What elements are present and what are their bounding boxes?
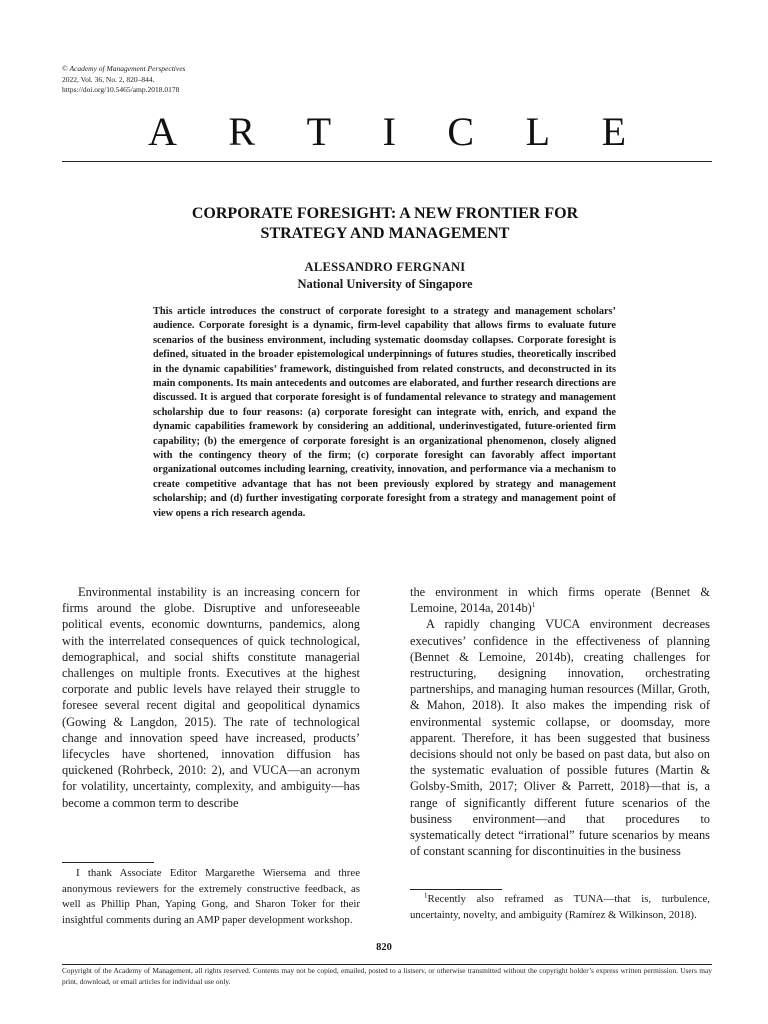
footnote-marker[interactable]: 1 (531, 601, 536, 610)
title-line: CORPORATE FORESIGHT: A NEW FRONTIER FOR (191, 205, 579, 222)
author-name: ALESSANDRO FERGNANI (304, 260, 466, 274)
body-column-left (62, 584, 360, 811)
body-column-right (410, 584, 710, 859)
doi-link[interactable]: https://doi.org/10.5465/amp.2018.0178 (62, 85, 180, 94)
body-text: the environment in which firms operate (Bennet & Lemoine, 2014a, 2014b) (410, 585, 710, 616)
footnote-divider (410, 889, 502, 890)
journal-meta (62, 64, 185, 96)
author-affiliation: National University of Singapore (297, 277, 473, 291)
volume-info: 2022, Vol. 36, No. 2, 820–844. (62, 74, 155, 84)
abstract: This article introduces the construct of corporate foresight to a strategy and management scholars’ audience. Corporate foresight is a dynamic, firm-level capability that allows firms to evaluate future scenarios of the business environment, including systematic doomsday collapses. Corporate foresight is defined, situated in the broader epistemological underpinnings of futures studies, theoretically inscribed in the dynamic capabilities’ framework, distinguished from related constructs, and deconstructed in its main components. Its main antecedents and outcomes are elaborated, and further research directions are discussed. It is argued that corporate foresight is of fundamental relevance to strategy and management scholarship due to four reasons: (a) corporate foresight can integrate with, enrich, and expand the dynamic capabilities framework by considering an additional, underinvestigated, future-oriented firm capability; (b) the emergence of corporate foresight is an organizational phenomenon, closely aligned with the contingency theory of the firm; (c) corporate foresight can favorably affect important organizational outcomes including learning, creativity, innovation, and performance via a mechanism to create competitive advantage that has not been previously explored by strategy and management scholarship; and (d) further investigating corporate foresight from a strategy and management point of view opens a rich research agenda. (153, 306, 616, 519)
byline (100, 259, 670, 293)
section-letter: T (306, 109, 332, 154)
body-paragraph: Environmental instability is an increasing concern for firms around the globe. Disruptive and unforeseeable political events, economic downturns, pandemics, along with the interrelated consequences of quick technological, demographical, and social shifts constitute managerial challenges on multiple fronts. Executives at the highest corporate and public levels have relayed their struggle to foresee several recent digital and geopolitical dynamics (Gowing & Langdon, 2015). The rate of technological change and innovation speed have increased, products’ lifecycles have shortened, innovation diffusion has quickened (Rohrbeck, 2010: 2), and VUCA—an acronym for volatility, uncertainty, complexity, and ambiguity—has become a common term to describe (62, 585, 360, 810)
footnote-divider (62, 862, 154, 863)
footnote-text: Recently also reframed as TUNA—that is, turbulence, uncertainty, novelty, and ambiguity (Ramírez & Wilkinson, 2018). (410, 893, 710, 921)
page-number: 820 (376, 942, 392, 953)
header-divider (62, 161, 712, 162)
footnote-1 (410, 892, 710, 923)
section-letter: A (148, 109, 177, 154)
section-letter: L (525, 109, 551, 154)
acknowledgment-footnote: I thank Associate Editor Margarethe Wiersema and three anonymous reviewers for the extremely constructive feedback, as well as Phillip Phan, Yaping Gong, and Sharon Toker for their insightful comments during an AMP paper development workshop. (62, 867, 360, 926)
section-letter: R (228, 109, 256, 154)
body-paragraph: A rapidly changing VUCA environment decreases executives’ confidence in the effectiveness of planning (Bennet & Lemoine, 2014b), creating challenges for restructuring, designing innovation, orchestrating partnerships, and managing human resources (Millar, Groth, & Mahon, 2018). It also makes the impending risk of environmental systemic collapse, or doomsday, more apparent. Therefore, it has been suggested that business decisions should not only be based on past data, but also on the systematic evaluation of possible futures (Martin & Golsby-Smith, 2017; Oliver & Parrett, 2018)—that is, a range of significantly different future scenarios of the business environment—and that procedures to systematically detect “irrational” future scenarios by means of constant scanning for discontinuities in the business (410, 617, 710, 859)
article-title (100, 204, 670, 244)
section-letter: E (601, 109, 626, 154)
footnote-number: 1 (424, 891, 428, 900)
title-line: STRATEGY AND MANAGEMENT (260, 225, 510, 242)
section-letter: C (447, 109, 475, 154)
section-label (148, 109, 626, 154)
body-paragraph (410, 584, 710, 616)
journal-name: © Academy of Management Perspectives (62, 64, 186, 73)
copyright-notice: Copyright of the Academy of Management, all rights reserved. Contents may not be copied, emailed, posted to a listserv, or otherwise transmitted without the copyright holder’s express written permission. Users may print, download, or email articles for individual use only. (62, 966, 712, 986)
section-letter: I (382, 109, 396, 154)
